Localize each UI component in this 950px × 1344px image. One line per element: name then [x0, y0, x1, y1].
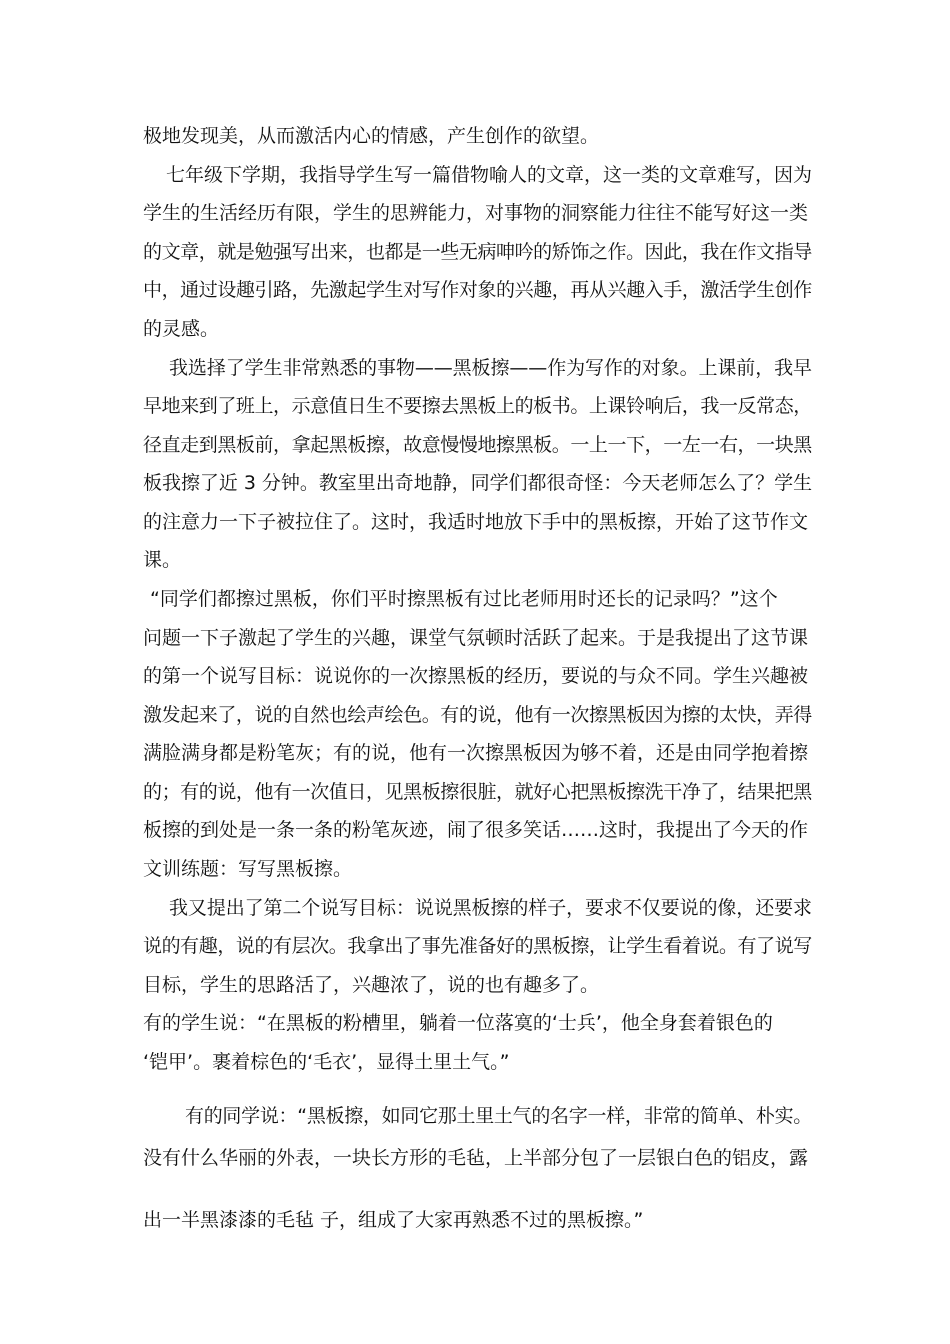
paragraph-line: 文训练题：写写黑板擦。 [143, 858, 353, 880]
paragraph-line: 课。 [143, 549, 182, 571]
paragraph-line: ‘铠甲’。裹着棕色的‘毛衣’，显得土里土气。” [143, 1051, 510, 1073]
paragraph-line: 的灵感。 [143, 318, 220, 340]
paragraph-line: 满脸满身都是粉笔灰；有的说，他有一次擦黑板因为够不着，还是由同学抱着擦 [143, 742, 809, 764]
paragraph-line: 我选择了学生非常熟悉的事物——黑板擦——作为写作的对象。上课前，我早 [169, 357, 812, 379]
paragraph-line: 七年级下学期，我指导学生写一篇借物喻人的文章，这一类的文章难写，因为 [166, 164, 813, 186]
paragraph-line: 有的同学说：“黑板擦，如同它那土里土气的名字一样，非常的简单、朴实。 [185, 1105, 812, 1127]
paragraph-line: 的文章，就是勉强写出来，也都是一些无病呻吟的矫饰之作。因此，我在作文指导 [143, 241, 812, 263]
paragraph-line: 的；有的说，他有一次值日，见黑板擦很脏，就好心把黑板擦洗干净了，结果把黑 [143, 781, 812, 803]
paragraph-line: 没有什么华丽的外表，一块长方形的毛毡，上半部分包了一层银白色的铝皮，露 [143, 1147, 809, 1169]
paragraph-line: 的第一个说写目标：说说你的一次擦黑板的经历，要说的与众不同。学生兴趣被 [143, 665, 809, 687]
paragraph-line: 我又提出了第二个说写目标：说说黑板擦的样子，要求不仅要说的像，还要求 [169, 897, 812, 919]
paragraph-line: 激发起来了，说的自然也绘声绘色。有的说，他有一次擦黑板因为擦的太快，弄得 [143, 704, 812, 726]
paragraph-line: 径直走到黑板前，拿起黑板擦，故意慢慢地擦黑板。一上一下，一左一右，一块黑 [143, 434, 812, 456]
paragraph-line: 板我擦了近 3 分钟。教室里出奇地静，同学们都很奇怪：今天老师怎么了？学生 [143, 472, 813, 494]
paragraph-line: “同学们都擦过黑板，你们平时擦黑板有过比老师用时还长的记录吗？”这个 [150, 588, 778, 610]
paragraph-line: 中，通过设趣引路，先激起学生对写作对象的兴趣，再从兴趣入手，激活学生创作 [143, 279, 812, 301]
paragraph-line: 板擦的到处是一条一条的粉笔灰迹，闹了很多笑话……这时，我提出了今天的作 [143, 819, 809, 841]
paragraph-line: 学生的生活经历有限，学生的思辨能力，对事物的洞察能力往往不能写好这一类 [143, 202, 809, 224]
paragraph-line: 有的学生说：“在黑板的粉槽里，躺着一位落寞的‘士兵’，他全身套着银色的 [143, 1012, 773, 1034]
paragraph-line: 极地发现美，从而激活内心的情感，产生创作的欲望。 [143, 125, 600, 147]
paragraph-line: 早地来到了班上，示意值日生不要擦去黑板上的板书。上课铃响后，我一反常态， [143, 395, 812, 417]
paragraph-line: 问题一下子激起了学生的兴趣，课堂气氛顿时活跃了起来。于是我提出了这节课 [143, 627, 809, 649]
paragraph-line: 出一半黑漆漆的毛毡 子，组成了大家再熟悉不过的黑板擦。” [143, 1209, 644, 1231]
paragraph-line: 目标，学生的思路活了，兴趣浓了，说的也有趣多了。 [143, 974, 600, 996]
paragraph-line: 的注意力一下子被拉住了。这时，我适时地放下手中的黑板擦，开始了这节作文 [143, 511, 809, 533]
paragraph-line: 说的有趣，说的有层次。我拿出了事先准备好的黑板擦，让学生看着说。有了说写 [143, 935, 812, 957]
